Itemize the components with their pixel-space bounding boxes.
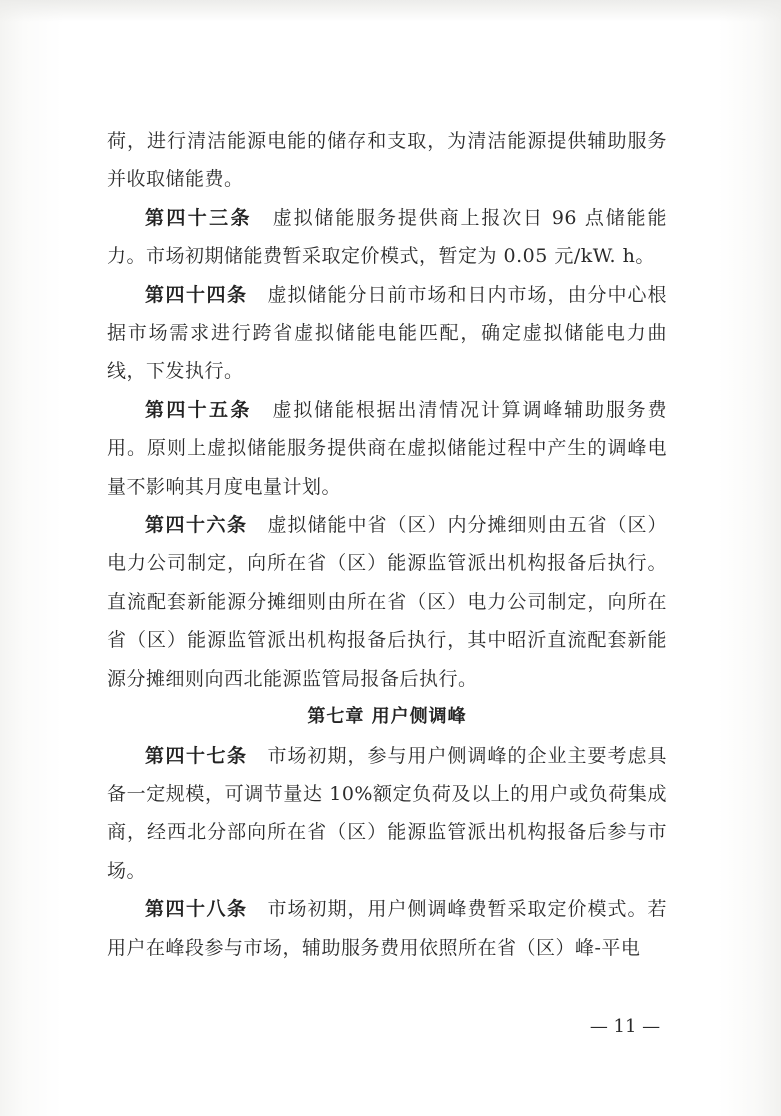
article-48: [107, 890, 667, 967]
article-46-body: 虚拟储能中省（区）内分摊细则由五省（区）电力公司制定，向所在省（区）能源监管派出机构报备后执行。直流配套新能源分摊细则由所在省（区）电力公司制定，向所在省（区）能源监管派出机构报备后执行，其中昭沂直流配套新能源分摊细则向西北能源监管局报备后执行。: [107, 514, 667, 690]
article-45-body: 虚拟储能根据出清情况计算调峰辅助服务费用。原则上虚拟储能服务提供商在虚拟储能过程中产生的调峰电量不影响其月度电量计划。: [107, 398, 667, 498]
intro-paragraph: [107, 122, 667, 199]
article-48-body: 市场初期，用户侧调峰费暂采取定价模式。若用户在峰段参与市场，辅助服务费用依照所在省（区）峰-平电: [107, 898, 667, 959]
article-46: [107, 506, 667, 698]
article-47-body: 市场初期，参与用户侧调峰的企业主要考虑具备一定规模，可调节量达 10%额定负荷及以上的用户或负荷集成商，经西北分部向所在省（区）能源监管派出机构报备后参与市场。: [107, 744, 667, 882]
article-44-title: 第四十四条: [145, 283, 248, 306]
article-48-title: 第四十八条: [145, 898, 248, 921]
article-43-title: 第四十三条: [145, 206, 252, 229]
article-43: [107, 199, 667, 276]
article-44-body: 虚拟储能分日前市场和日内市场，由分中心根据市场需求进行跨省虚拟储能电能匹配，确定虚拟储能电力曲线，下发执行。: [107, 283, 667, 383]
article-45-title: 第四十五条: [145, 398, 252, 421]
article-46-title: 第四十六条: [145, 514, 248, 537]
article-47-title: 第四十七条: [145, 744, 248, 767]
article-44: [107, 276, 667, 391]
article-43-body: 虚拟储能服务提供商上报次日 96 点储能能力。市场初期储能费暂采取定价模式，暂定为 0.05 元/kW. h。: [107, 206, 667, 268]
page-number: — 11 —: [589, 1016, 661, 1037]
article-47: [107, 737, 667, 891]
intro-text: 荷，进行清洁能源电能的储存和支取，为清洁能源提供辅助服务并收取储能费。: [107, 130, 667, 191]
document-body: [107, 122, 667, 967]
scan-shadow: [0, 0, 781, 22]
article-45: [107, 391, 667, 506]
chapter-heading: 第七章 用户侧调峰: [307, 706, 467, 728]
